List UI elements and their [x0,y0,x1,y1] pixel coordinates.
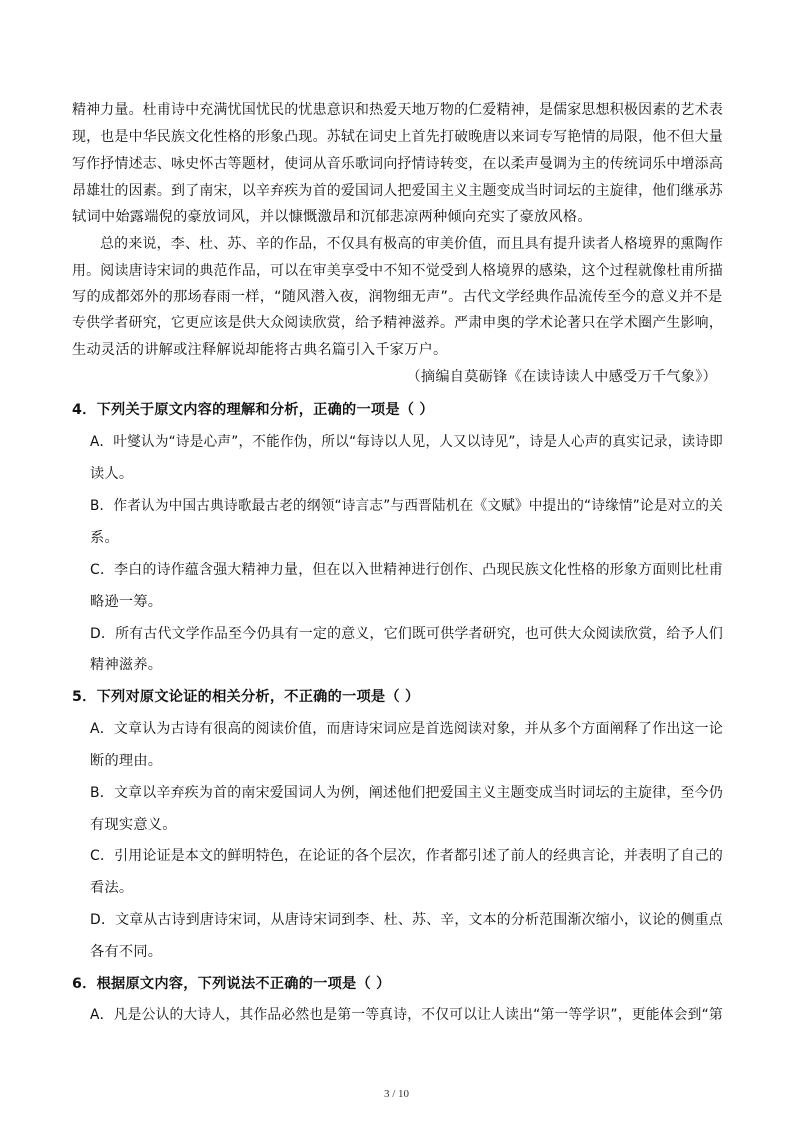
option-line: D．文章从古诗到唐诗宋词，从唐诗宋词到李、杜、苏、辛，文本的分析范围渐次缩小，议论的侧重点 [90,912,723,928]
question-number: 4． [72,402,97,418]
option-line: C．引用论证是本文的鲜明特色，在论证的各个层次，作者都引述了前人的经典言论，并表明了自己的 [90,848,724,864]
question-6 [72,975,391,993]
passage-line: 写的成都郊外的那场春雨一样，“随风潜入夜，润物细无声”。古代文学经典作品流传至今的意义并不是 [72,289,723,305]
passage-line: 轼词中始露端倪的豪放词风，并以慷慨激昂和沉郁悲凉两种倾向充实了豪放风格。 [72,209,592,225]
passage-line: 精神力量。杜甫诗中充满忧国忧民的忧患意识和热爱天地万物的仁爱精神，是儒家思想积极因素的艺术表 [72,102,723,118]
question-number: 6． [72,976,97,992]
option-line: D．所有古代文学作品至今仍具有一定的意义，它们既可供学者研究，也可供大众阅读欣赏，给予人们 [90,626,723,642]
option-line: 略逊一筹。 [90,594,163,610]
option-line: B．作者认为中国古典诗歌最古老的纲领“诗言志”与西晋陆机在《文赋》中提出的“诗缘情”论是对立的关 [90,498,723,514]
question-5 [72,688,419,706]
option-line: 断的理由。 [90,753,163,769]
question-stem: 下列对原文论证的相关分析，不正确的一项是（ ） [96,689,420,705]
option-line: B．文章以辛弃疾为首的南宋爱国词人为例，阐述他们把爱国主义主题变成当时词坛的主旋律，至今仍 [90,785,723,801]
passage-line: 生动灵活的讲解或注释解说却能将古典名篇引入千家万户。 [72,342,448,358]
option-line: C．李白的诗作蕴含强大精神力量，但在以入世精神进行创作、凸现民族文化性格的形象方面则比杜甫 [90,562,724,578]
question-4 [72,401,434,419]
passage-line: 昂雄壮的因素。到了南宋，以辛弃疾为首的爱国词人把爱国主义主题变成当时词坛的主旋律，他们继承苏 [72,183,723,199]
option-line: 系。 [90,530,119,546]
passage-source: （摘编自莫砺锋《在读诗读人中感受万千气象》） [406,369,717,385]
option-line: A．文章认为古诗有很高的阅读价值，而唐诗宋词应是首选阅读对象，并从多个方面阐释了作出这一论 [90,721,724,737]
option-line: A．叶燮认为“诗是心声”，不能作伪，所以“每诗以人见，人又以诗见”，诗是人心声的真实记录，读诗即 [90,434,724,450]
passage-line: 现，也是中华民族文化性格的形象凸现。苏轼在词史上首先打破晚唐以来词专写艳情的局限，他不但大量 [72,129,723,145]
option-line: 读人。 [90,466,134,482]
passage-line: 用。阅读唐诗宋词的典范作品，可以在审美享受中不知不觉受到人格境界的感染，这个过程就像杜甫所描 [72,263,723,279]
passage-line: 总的来说，李、杜、苏、辛的作品，不仅具有极高的审美价值，而且具有提升读者人格境界的熏陶作 [100,236,724,252]
passage-line: 专供学者研究，它更应该是供大众阅读欣赏，给予精神滋养。严肃申奥的学术论著只在学术圈产生影响， [72,315,723,331]
question-stem: 下列关于原文内容的理解和分析，正确的一项是（ ） [96,402,434,418]
question-stem: 根据原文内容，下列说法不正确的一项是（ ） [96,976,391,992]
option-line: 有现实意义。 [90,817,177,833]
option-line: 精神滋养。 [90,657,163,673]
passage-line: 写作抒情述志、咏史怀古等题材，使词从音乐歌词向抒情诗转变，在以柔声曼调为主的传统词乐中增添高 [72,156,723,172]
page-number: 3 / 10 [383,1088,410,1100]
question-number: 5． [72,689,97,705]
option-line: A．凡是公认的大诗人，其作品必然也是第一等真诗，不仅可以让人读出“第一等学识”，更能体会到“第 [90,1007,723,1023]
option-line: 各有不同。 [90,944,163,960]
option-line: 看法。 [90,880,134,896]
